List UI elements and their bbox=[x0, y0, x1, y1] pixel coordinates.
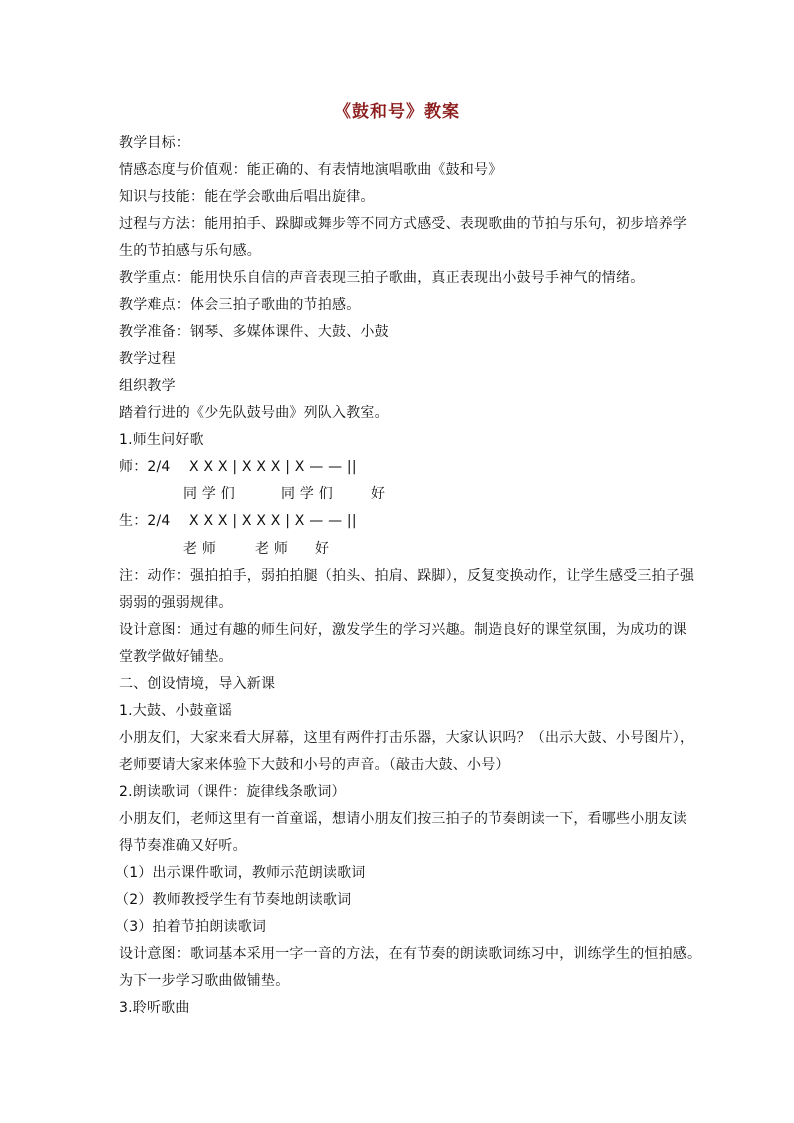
text-line: （2）教师教授学生有节奏地朗读歌词 bbox=[115, 892, 352, 908]
student-rhythm-label: 生：2/4 bbox=[119, 513, 171, 529]
document-title: 《鼓和号》教案 bbox=[334, 102, 460, 122]
text-line: 1.大鼓、小鼓童谣 bbox=[119, 703, 233, 719]
section-heading: 二、创设情境，导入新课 bbox=[119, 676, 276, 692]
text-line: （1）出示课件歌词，教师示范朗读歌词 bbox=[115, 865, 366, 881]
teacher-word: 好 bbox=[371, 486, 386, 502]
text-line: 生的节拍感与乐句感。 bbox=[119, 243, 261, 259]
text-line: （3）拍着节拍朗读歌词 bbox=[115, 919, 267, 935]
student-word: 好 bbox=[315, 541, 330, 557]
student-word: 老 师 bbox=[255, 541, 289, 557]
text-line: 堂教学做好铺垫。 bbox=[119, 649, 233, 665]
text-line: 设计意图：歌词基本采用一字一音的方法，在有节奏的朗读歌词练习中，训练学生的恒拍感。 bbox=[119, 946, 702, 962]
teacher-word: 同 学 们 bbox=[281, 486, 333, 502]
student-rhythm-beats: X X X | X X X | X — — || bbox=[189, 513, 357, 529]
text-line: 组织教学 bbox=[119, 378, 176, 394]
text-line: 1.师生问好歌 bbox=[119, 432, 204, 448]
text-line: 教学难点：体会三拍子歌曲的节拍感。 bbox=[119, 297, 361, 313]
text-line: 情感态度与价值观：能正确的、有表情地演唱歌曲《鼓和号》 bbox=[119, 162, 503, 178]
text-line: 教学目标： bbox=[119, 135, 190, 151]
teacher-rhythm-label: 师：2/4 bbox=[119, 459, 171, 475]
text-line: 2.朗读歌词（课件：旋律线条歌词） bbox=[119, 784, 346, 800]
text-line: 老师要请大家来体验下大鼓和小号的声音。（敲击大鼓、小号） bbox=[119, 757, 510, 773]
text-line: 教学准备：钢琴、多媒体课件、大鼓、小鼓 bbox=[119, 324, 389, 340]
text-line: 小朋友们，老师这里有一首童谣，想请小朋友们按三拍子的节奏朗读一下，看哪些小朋友读 bbox=[119, 811, 687, 827]
text-line: 为下一步学习歌曲做铺垫。 bbox=[119, 973, 290, 989]
text-line: 教学过程 bbox=[119, 351, 176, 367]
text-line: 踏着行进的《少先队鼓号曲》列队入教室。 bbox=[119, 405, 389, 421]
text-line: 知识与技能：能在学会歌曲后唱出旋律。 bbox=[119, 189, 375, 205]
text-line: 设计意图：通过有趣的师生问好，激发学生的学习兴趣。制造良好的课堂氛围，为成功的课 bbox=[119, 622, 687, 638]
text-line: 得节奏准确又好听。 bbox=[119, 838, 247, 854]
teacher-rhythm-beats: X X X | X X X | X — — || bbox=[189, 459, 357, 475]
text-line: 教学重点：能用快乐自信的声音表现三拍子歌曲，真正表现出小鼓号手神气的情绪。 bbox=[119, 270, 645, 286]
text-line: 过程与方法：能用拍手、跺脚或舞步等不同方式感受、表现歌曲的节拍与乐句，初步培养学 bbox=[119, 216, 687, 232]
text-line: 3.聆听歌曲 bbox=[119, 1000, 190, 1016]
text-line: 弱弱的强弱规律。 bbox=[119, 595, 233, 611]
text-line: 小朋友们，大家来看大屏幕，这里有两件打击乐器，大家认识吗？（出示大鼓、小号图片）， bbox=[119, 730, 695, 746]
student-word: 老 师 bbox=[183, 541, 217, 557]
text-line: 注：动作：强拍拍手，弱拍拍腿（拍头、拍肩、跺脚），反复变换动作，让学生感受三拍子强 bbox=[119, 568, 695, 584]
teacher-word: 同 学 们 bbox=[183, 486, 235, 502]
